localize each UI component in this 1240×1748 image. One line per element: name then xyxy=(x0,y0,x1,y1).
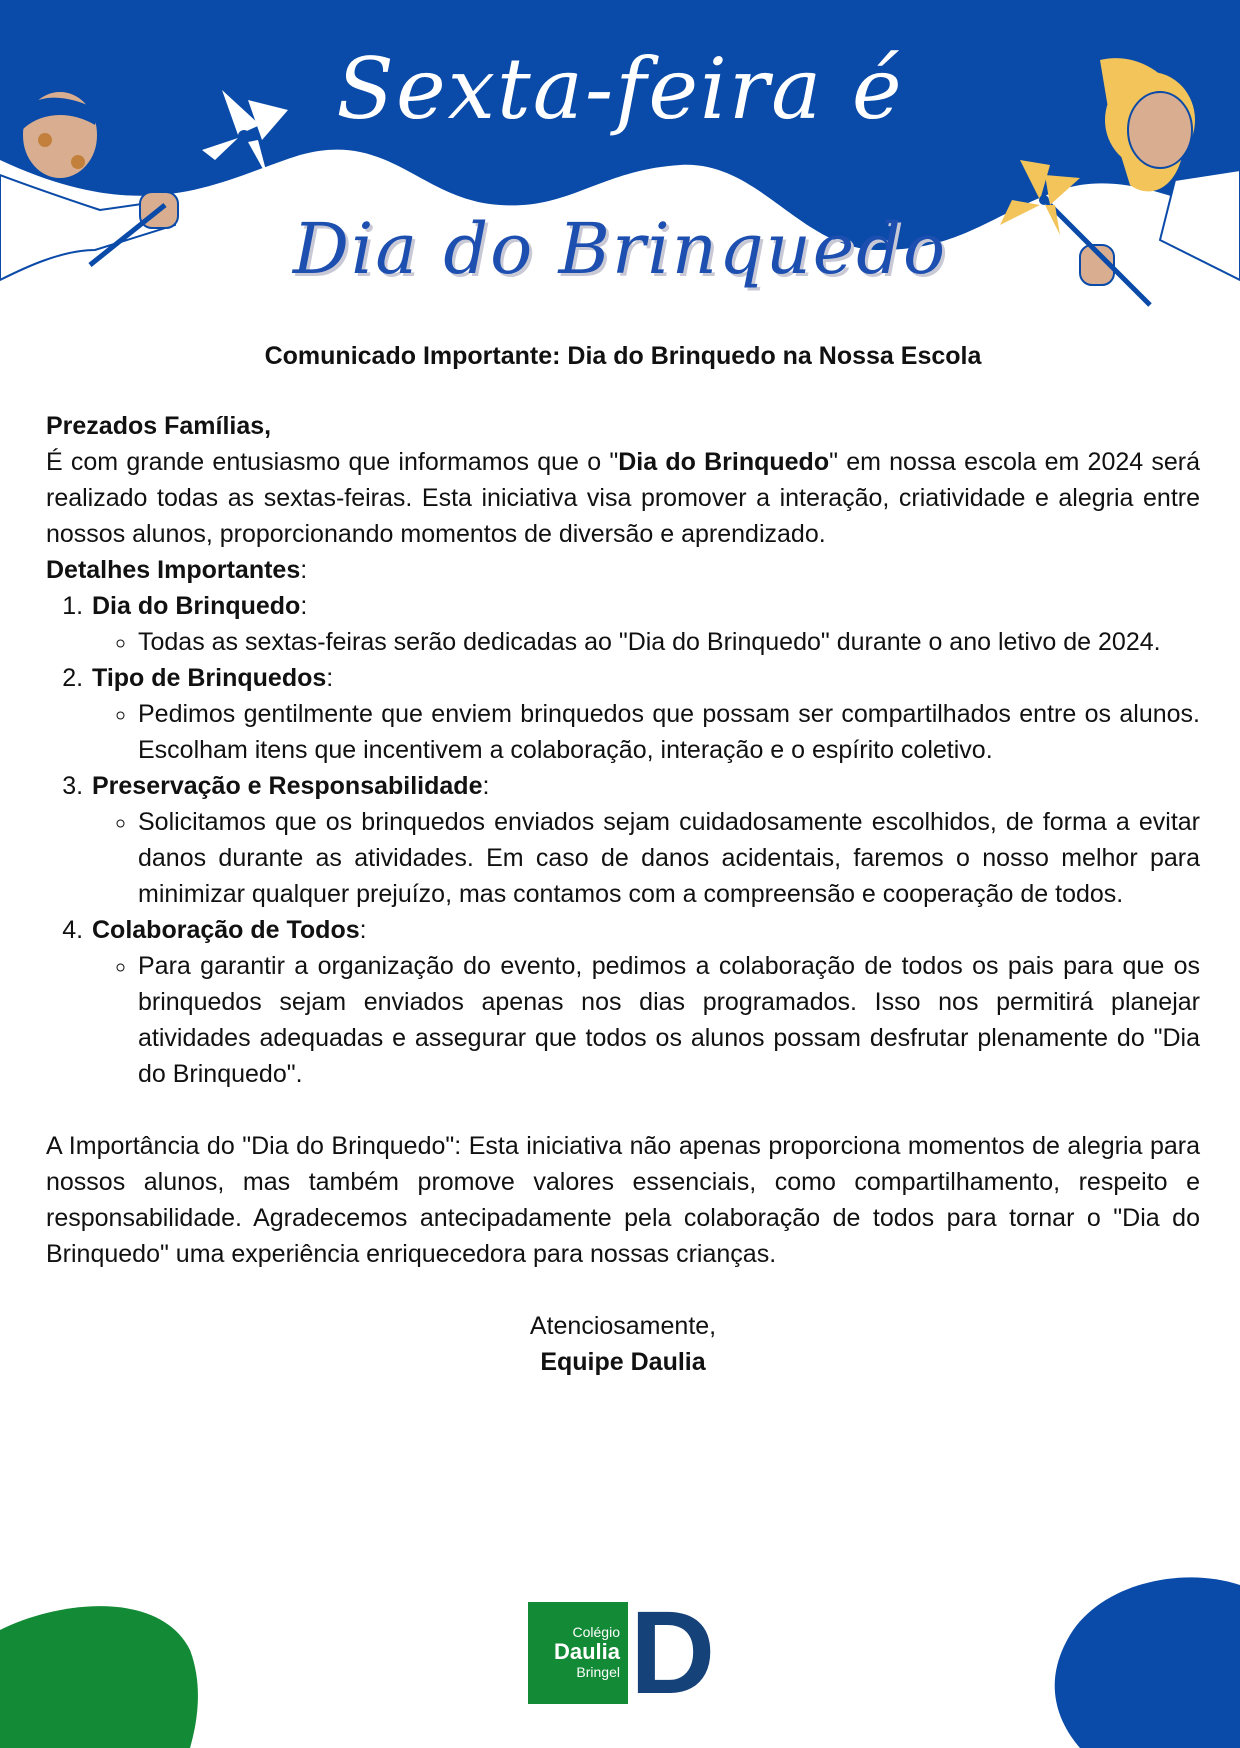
title-line-2: Dia do Brinquedo xyxy=(292,208,948,290)
item-title: Preservação e Responsabilidade xyxy=(92,772,483,800)
details-label-text: Detalhes Importantes xyxy=(46,556,301,584)
intro-text: " em nossa escola em 2024 será realizado todas as sextas-feiras. Esta iniciativa visa promover a interação, criatividade e alegria entre nossos alunos, proporcionando momentos de diversão e aprendizado. xyxy=(46,448,1201,548)
greeting-text: Prezados Famílias, xyxy=(46,412,272,440)
item-title: Tipo de Brinquedos xyxy=(92,664,327,692)
item-text: ◦ Para garantir a organização do evento, pedimos a colaboração de todos os pais para que os brinquedos sejam enviados apenas nos dias programados. Isso nos permitirá planejar atividades adequadas e assegurar que todos os alunos possam desfrutar plenamente do "Dia do Brinquedo". xyxy=(138,948,1200,1092)
details-label: Detalhes Importantes: xyxy=(46,556,308,584)
intro-paragraph xyxy=(46,444,1200,552)
item-text: ◦ Solicitamos que os brinquedos enviados sejam cuidadosamente escolhidos, de forma a evitar danos durante as atividades. Em caso de danos acidentais, faremos o nosso melhor para minimizar qualquer prejuízo, mas contamos com a compreensão e cooperação de todos. xyxy=(138,804,1200,912)
closing-paragraph: A Importância do "Dia do Brinquedo": Esta iniciativa não apenas proporciona momentos de alegria para nossos alunos, mas também promove valores essenciais, como compartilhamento, respeito e responsabilidade. Agradecemos antecipadamente pela colaboração de todos para tornar o "Dia do Brinquedo" uma experiência enriquecedora para nossas crianças. xyxy=(46,1132,1200,1268)
school-logo xyxy=(528,1587,720,1719)
green-blob-decoration xyxy=(0,1590,200,1748)
signature xyxy=(46,1344,1200,1380)
title-line-1: Sexta-feira é xyxy=(336,40,904,138)
intro-text: É com grande entusiasmo que informamos que o " xyxy=(46,448,619,476)
logo-line-2: Daulia xyxy=(553,1639,620,1664)
details-list xyxy=(46,588,1200,1092)
signoff: Atenciosamente, xyxy=(529,1312,717,1340)
heading: Comunicado Importante: Dia do Brinquedo na Nossa Escola xyxy=(264,342,982,370)
item-title: Colaboração de Todos xyxy=(92,916,360,944)
intro-bold: Dia do Brinquedo xyxy=(618,448,830,476)
signature-block xyxy=(46,1308,1200,1380)
logo-line-1: Colégio xyxy=(572,1624,620,1640)
item-title: Dia do Brinquedo xyxy=(92,592,301,620)
list-item: 3. Preservação e Responsabilidade: ◦ Solicitamos que os brinquedos enviados sejam cuidadosamente escolhidos, de forma a evitar danos durante as atividades. Em caso de danos acidentais, faremos o nosso melhor para minimizar qualquer prejuízo, mas contamos com a compreensão e cooperação de todos. xyxy=(90,768,1200,912)
item-text: ◦ Pedimos gentilmente que enviem brinquedos que possam ser compartilhados entre os alunos. Escolham itens que incentivem a colaboração, interação e o espírito coletivo. xyxy=(138,696,1200,768)
logo-line-3: Bringel xyxy=(576,1664,620,1680)
letter-body xyxy=(46,338,1200,1380)
blue-blob-decoration xyxy=(1030,1575,1240,1748)
list-item: 4. Colaboração de Todos: ◦ Para garantir a organização do evento, pedimos a colaboração de todos os pais para que os brinquedos sejam enviados apenas nos dias programados. Isso nos permitirá planejar atividades adequadas e assegurar que todos os alunos possam desfrutar plenamente do "Dia do Brinquedo". xyxy=(90,912,1200,1092)
list-item: 1. Dia do Brinquedo: ◦ Todas as sextas-feiras serão dedicadas ao "Dia do Brinquedo" durante o ano letivo de 2024. xyxy=(90,588,1200,660)
logo-green-block xyxy=(528,1602,628,1704)
header-banner xyxy=(0,0,1240,320)
list-item: 2. Tipo de Brinquedos: ◦ Pedimos gentilmente que enviem brinquedos que possam ser compartilhados entre os alunos. Escolham itens que incentivem a colaboração, interação e o espírito coletivo. xyxy=(90,660,1200,768)
item-text: ◦ Todas as sextas-feiras serão dedicadas ao "Dia do Brinquedo" durante o ano letivo de 2024. xyxy=(138,624,1200,660)
signature-text: Equipe Daulia xyxy=(540,1348,706,1376)
greeting xyxy=(46,408,1200,444)
logo-letter: D xyxy=(630,1587,716,1719)
